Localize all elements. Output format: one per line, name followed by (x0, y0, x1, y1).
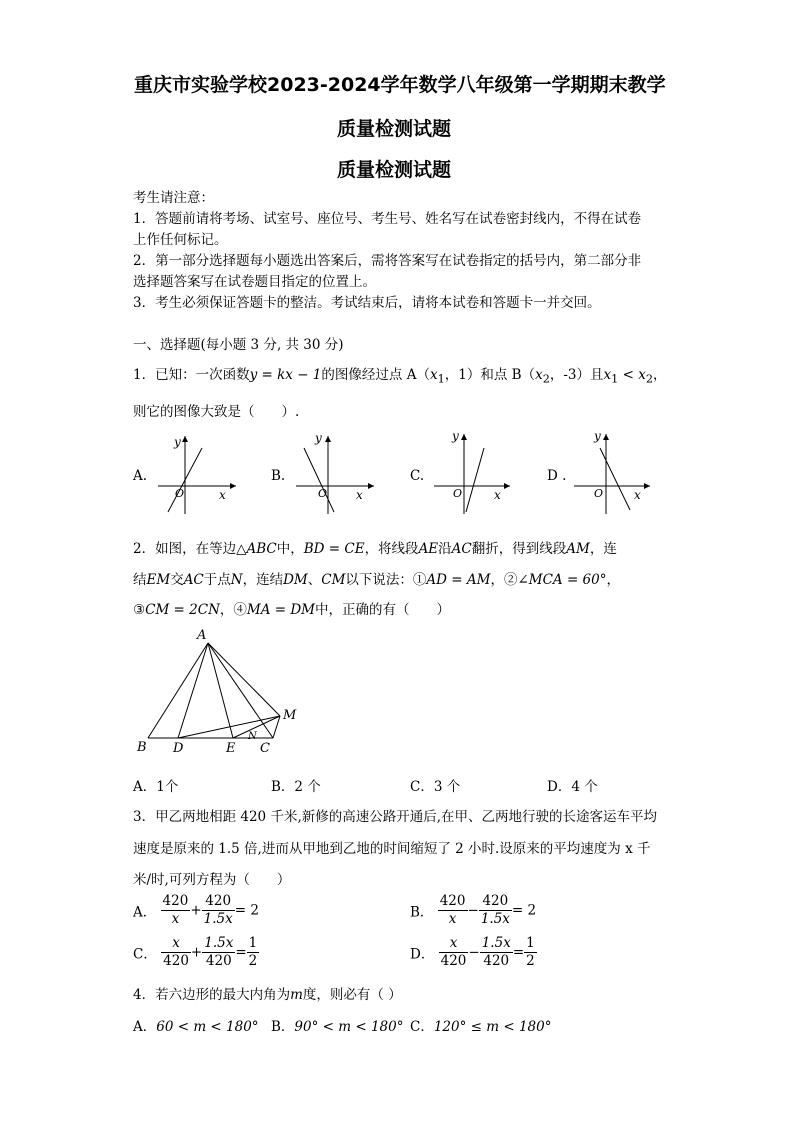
page-title: 重庆市实验学校2023-2024学年数学八年级第一学期期末教学 (134, 74, 666, 96)
page-subtitle: 质量检测试题 (337, 118, 452, 140)
q1-option-b-label: B. (271, 468, 286, 484)
point-b-label: B (137, 740, 147, 755)
question-3-text-2: 速度是原来的 1.5 倍,进而从甲地到乙地的时间缩短了 2 小时.设原来的平均速度为 x 千 (133, 841, 651, 857)
question-2-text: 2．如图，在等边△ABC中，BD = CE，将线段AE沿AC翻折，得到线段AM，连 (133, 541, 617, 557)
segment-ab (148, 643, 208, 738)
question-2-text-3: ③CM = 2CN，④MA = DM中，正确的有（ ） (133, 602, 451, 618)
point-c-label: C (260, 741, 270, 756)
y-label: y (452, 429, 459, 443)
q2-option-c: C．3 个 (410, 779, 461, 795)
y-arrow-icon (325, 436, 331, 442)
x-label: x (634, 488, 641, 502)
origin-label: O (453, 487, 463, 500)
y-arrow-icon (182, 436, 188, 442)
notice-item-1: 1．答题前请将考场、试室号、座位号、考生号、姓名写在试卷密封线内，不得在试卷 (133, 211, 642, 227)
page-subtitle-repeat: 质量检测试题 (337, 159, 452, 181)
q4-option-b: B．90° < m < 180° (271, 1019, 404, 1035)
y-arrow-icon (461, 434, 467, 440)
q4-option-c: C．120° ≤ m < 180° (410, 1019, 552, 1035)
q2-triangle-figure (130, 624, 310, 759)
segment-dm (178, 716, 280, 738)
notice-item-2: 2．第一部分选择题每小题选出答案后，需将答案写在试卷指定的括号内，第二部分非 (133, 253, 642, 269)
x-arrow-icon (504, 483, 510, 489)
question-2-text-2: 结EM交AC于点N，连结DM、CM以下说法：①AD = AM，②∠MCA = 60°， (133, 572, 620, 588)
q3-option-a: A． $\frac{420}{x}$ + $\frac{420}{1.5x}$ = 2 (133, 893, 259, 927)
question-3-text: 3．甲乙两地相距 420 千米,新修的高速公路开通后,在甲、乙两地行驶的长途客运车平均 (133, 809, 658, 825)
notice-heading: 考生请注意： (133, 190, 214, 206)
y-arrow-icon (603, 434, 609, 440)
segment-ad (178, 643, 208, 738)
q1-option-a-label: A. (133, 468, 148, 484)
x-label: x (356, 488, 363, 502)
formula: y = kx − 1 (249, 367, 322, 383)
question-3-text-3: 米/时,可列方程为（ ） (133, 872, 291, 888)
q2-option-d: D．4 个 (547, 779, 598, 795)
function-line (304, 448, 334, 512)
x-arrow-icon (644, 483, 650, 489)
q1-option-d-label: D . (547, 468, 567, 484)
y-label: y (174, 435, 181, 449)
point-a-label: A (197, 628, 207, 643)
function-line (466, 448, 484, 512)
point-m-label: M (283, 708, 297, 723)
y-label: y (315, 431, 322, 445)
origin-label: O (175, 487, 185, 500)
section-heading: 一、选择题(每小题 3 分, 共 30 分) (133, 337, 344, 353)
q1-graph-c (428, 426, 518, 516)
x-label: x (219, 488, 226, 502)
q3-option-b: B． $\frac{420}{x}$ − $\frac{420}{1.5x}$ = 2 (410, 893, 537, 927)
q4-option-a: A．60 < m < 180° (133, 1019, 259, 1035)
q2-option-a: A．1个 (133, 779, 179, 795)
notice-item-3: 3．考生必须保证答题卡的整洁。考试结束后，请将本试卷和答题卡一并交回。 (133, 295, 601, 311)
point-e-label: E (226, 741, 236, 756)
notice-item-2-cont: 选择题答案写在试卷题目指定的位置上。 (133, 274, 376, 290)
x-label: x (494, 488, 501, 502)
q1-graph-b (288, 428, 378, 518)
q1-graph-a (150, 428, 240, 518)
point-d-label: D (173, 741, 184, 756)
question-1-text-2: 则它的图像大致是（ ）. (133, 404, 300, 420)
point-n-label: N (248, 731, 257, 742)
question-1-text: 1．已知：一次函数y = kx − 1的图像经过点 $A(x_1$，1）和点 $B(x_2$，-3）且$x_1 < x_2$， (133, 367, 667, 386)
q1-graph-d (568, 426, 658, 516)
x-arrow-icon (368, 483, 374, 489)
q3-option-d: D． $\frac{x}{420}$ − $\frac{1.5x}{420}$ = $\frac{1}{2}$ (410, 935, 535, 969)
q1-option-c-label: C. (410, 468, 425, 484)
q2-option-b: B．2 个 (271, 779, 321, 795)
x-arrow-icon (230, 483, 236, 489)
y-label: y (594, 429, 601, 443)
function-line (600, 448, 630, 510)
segment-ae (208, 643, 233, 738)
question-4-text: 4．若六边形的最大内角为m度，则必有（ ） (133, 987, 402, 1003)
origin-label: O (594, 487, 604, 500)
segment-am (208, 643, 280, 716)
origin-label: O (318, 487, 328, 500)
notice-item-1-cont: 上作任何标记。 (133, 232, 228, 248)
q3-option-c: C． $\frac{x}{420}$ + $\frac{1.5x}{420}$ = $\frac{1}{2}$ (133, 935, 258, 969)
